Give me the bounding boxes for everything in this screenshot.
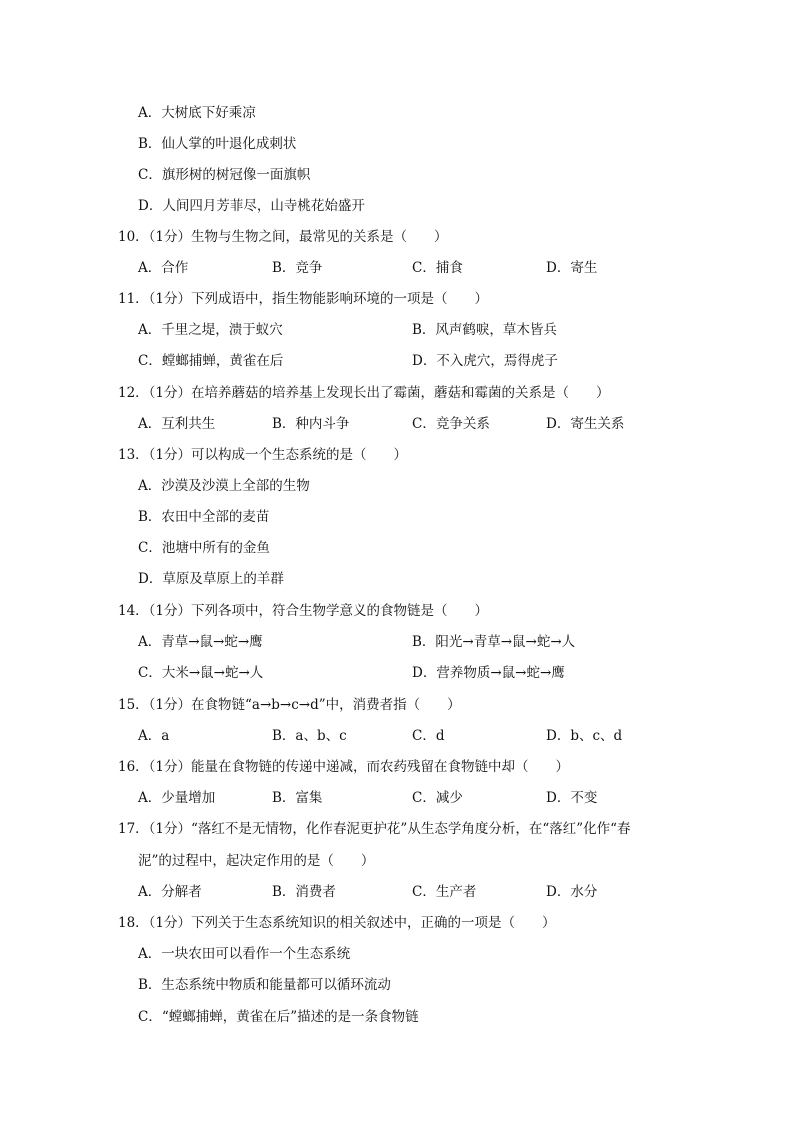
q18-option-b: B．生态系统中物质和能量都可以循环流动 bbox=[138, 977, 391, 993]
q15-option-a: A．a bbox=[138, 728, 170, 744]
q16-option-b: B．富集 bbox=[272, 790, 323, 806]
q13-option-a: A．沙漠及沙漠上全部的生物 bbox=[138, 478, 310, 494]
q15-option-b: B．a、b、c bbox=[272, 728, 347, 744]
question-14-stem: 14．（1分）下列各项中，符合生物学意义的食物链是（ ） bbox=[118, 603, 489, 619]
q12-option-a: A．互利共生 bbox=[138, 416, 216, 432]
q16-option-a: A．少量增加 bbox=[138, 790, 216, 806]
q10-option-c: C．捕食 bbox=[412, 260, 463, 276]
question-18-stem: 18．（1分）下列关于生态系统知识的相关叙述中，正确的一项是（ ） bbox=[118, 915, 556, 931]
q14-option-d: D．营养物质→鼠→蛇→鹰 bbox=[412, 665, 565, 681]
q11-option-d: D．不入虎穴，焉得虎子 bbox=[412, 353, 558, 369]
option-d: D．人间四月芳菲尽，山寺桃花始盛开 bbox=[138, 198, 365, 214]
question-17-stem-line2: 泥”的过程中，起决定作用的是（ ） bbox=[138, 853, 375, 869]
q17-option-a: A．分解者 bbox=[138, 884, 202, 900]
q18-option-c: C．“螳螂捕蝉，黄雀在后”描述的是一条食物链 bbox=[138, 1009, 419, 1025]
q12-option-b: B．种内斗争 bbox=[272, 416, 350, 432]
q16-option-d: D．不变 bbox=[546, 790, 598, 806]
q14-option-a: A．青草→鼠→蛇→鹰 bbox=[138, 634, 263, 650]
question-10-stem: 10．（1分）生物与生物之间，最常见的关系是（ ） bbox=[118, 229, 448, 245]
q18-option-a: A．一块农田可以看作一个生态系统 bbox=[138, 946, 351, 962]
q17-option-b: B．消费者 bbox=[272, 884, 336, 900]
q11-option-a: A．千里之堤，溃于蚁穴 bbox=[138, 322, 283, 338]
q14-option-c: C．大米→鼠→蛇→人 bbox=[138, 665, 264, 681]
question-11-stem: 11．（1分）下列成语中，指生物能影响环境的一项是（ ） bbox=[118, 291, 489, 307]
q12-option-c: C．竞争关系 bbox=[412, 416, 490, 432]
q17-option-d: D．水分 bbox=[546, 884, 598, 900]
q10-option-b: B．竞争 bbox=[272, 260, 323, 276]
q15-option-d: D．b、c、d bbox=[546, 728, 623, 744]
q14-option-b: B．阳光→青草→鼠→蛇→人 bbox=[412, 634, 576, 650]
q11-option-b: B．风声鹤唳，草木皆兵 bbox=[412, 322, 557, 338]
q13-option-c: C．池塘中所有的金鱼 bbox=[138, 540, 270, 556]
q13-option-b: B．农田中全部的麦苗 bbox=[138, 509, 270, 525]
q10-option-d: D．寄生 bbox=[546, 260, 598, 276]
q15-option-c: C．d bbox=[412, 728, 445, 744]
option-c: C．旗形树的树冠像一面旗帜 bbox=[138, 167, 311, 183]
q17-option-c: C．生产者 bbox=[412, 884, 477, 900]
q10-option-a: A．合作 bbox=[138, 260, 189, 276]
q13-option-d: D．草原及草原上的羊群 bbox=[138, 571, 284, 587]
question-16-stem: 16．（1分）能量在食物链的传递中递减，而农药残留在食物链中却（ ） bbox=[118, 759, 570, 775]
q12-option-d: D．寄生关系 bbox=[546, 416, 625, 432]
question-15-stem: 15．（1分）在食物链“a→b→c→d”中，消费者指（ ） bbox=[118, 697, 461, 713]
question-13-stem: 13．（1分）可以构成一个生态系统的是（ ） bbox=[118, 447, 408, 463]
option-b: B．仙人掌的叶退化成刺状 bbox=[138, 136, 297, 152]
question-17-stem-line1: 17．（1分）“落红不是无情物，化作春泥更护花”从生态学角度分析，在“落红”化作“春 bbox=[118, 821, 631, 837]
q11-option-c: C．螳螂捕蝉，黄雀在后 bbox=[138, 353, 284, 369]
q16-option-c: C．减少 bbox=[412, 790, 463, 806]
question-12-stem: 12．（1分）在培养蘑菇的培养基上发现长出了霉菌，蘑菇和霉菌的关系是（ ） bbox=[118, 385, 610, 401]
option-a: A．大树底下好乘凉 bbox=[138, 105, 256, 121]
